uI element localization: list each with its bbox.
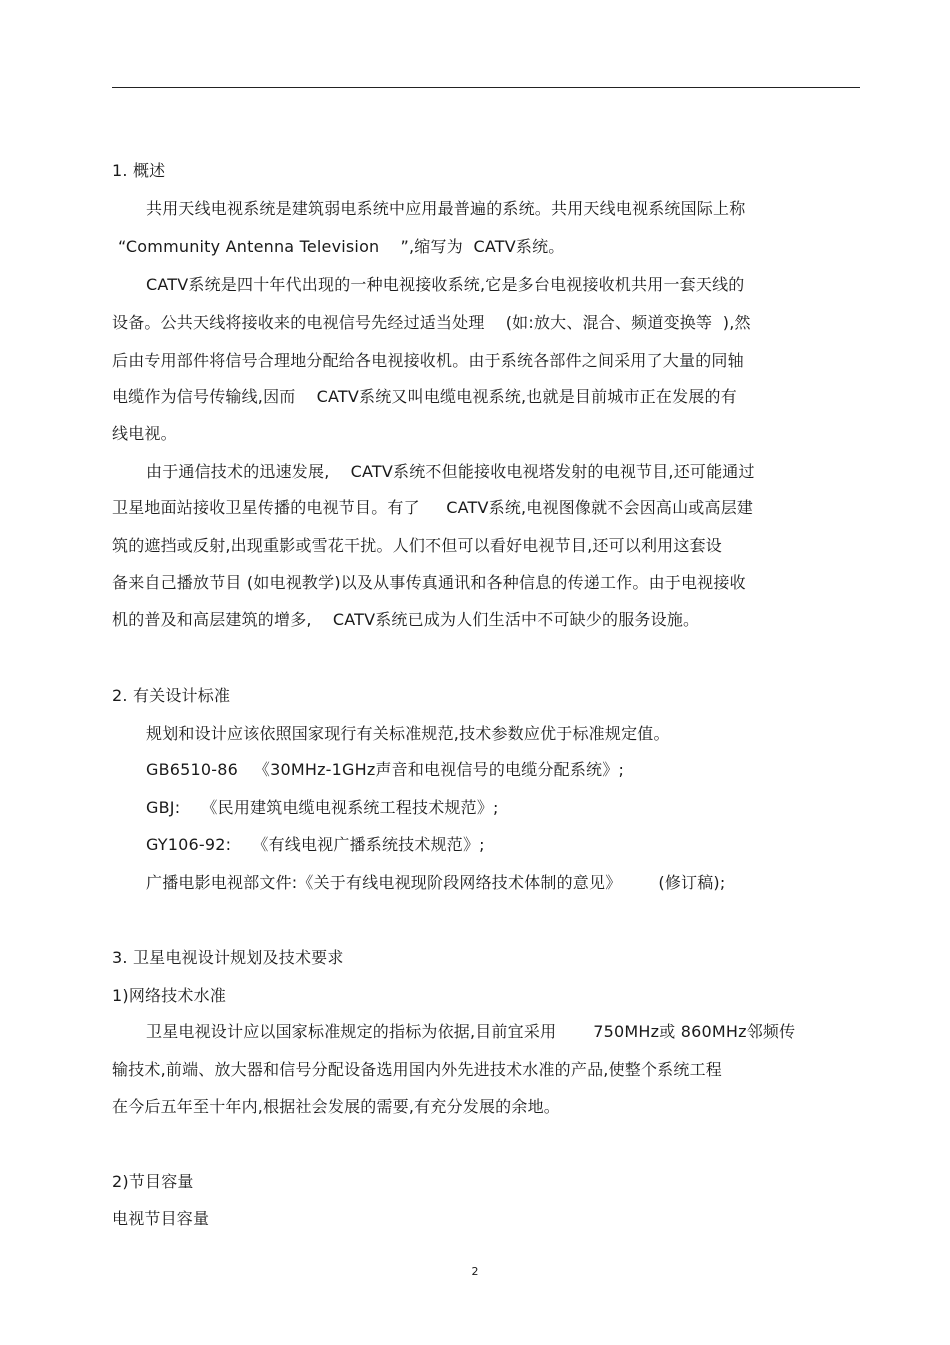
standard-item: 广播电影电视部文件:《关于有线电视现阶段网络技术体制的意见》 (修订稿); [146,873,726,892]
paragraph-line: 由于通信技术的迅速发展, CATV系统不但能接收电视塔发射的电视节目,还可能通过 [146,462,755,481]
paragraph-line: 电缆作为信号传输线,因而 CATV系统又叫电缆电视系统,也就是目前城市正在发展的有 [112,387,737,406]
standard-item: GBJ: 《民用建筑电缆电视系统工程技术规范》; [146,798,499,817]
paragraph-line: 后由专用部件将信号合理地分配给各电视接收机。由于系统各部件之间采用了大量的同轴 [112,351,744,370]
paragraph-line: 线电视。 [112,424,177,443]
paragraph-line: 电视节目容量 [112,1209,210,1228]
page-number: 2 [471,1265,479,1278]
paragraph-line: 共用天线电视系统是建筑弱电系统中应用最普遍的系统。共用天线电视系统国际上称 [146,199,746,218]
paragraph-line: 机的普及和高层建筑的增多, CATV系统已成为人们生活中不可缺少的服务设施。 [112,610,700,629]
paragraph-line: 备来自己播放节目 (如电视教学)以及从事传真通讯和各种信息的传递工作。由于电视接收 [112,573,746,592]
section-heading-standards: 2. 有关设计标准 [112,686,231,705]
paragraph-line: 卫星电视设计应以国家标准规定的指标为依据,目前宜采用 750MHz或 860MHz邻频传 [146,1022,796,1041]
section-heading-satellite: 3. 卫星电视设计规划及技术要求 [112,948,344,967]
standard-item: GB6510-86 《30MHz-1GHz声音和电视信号的电缆分配系统》; [146,760,625,779]
paragraph-line: “Community Antenna Television ”,缩写为 CATV系统。 [118,237,565,256]
subsection-heading: 2)节目容量 [112,1172,194,1191]
standard-item: GY106-92: 《有线电视广播系统技术规范》; [146,835,485,854]
subsection-heading: 1)网络技术水准 [112,986,227,1005]
paragraph-line: 筑的遮挡或反射,出现重影或雪花干扰。人们不但可以看好电视节目,还可以利用这套设 [112,536,722,555]
paragraph-line: 设备。公共天线将接收来的电视信号先经过适当处理 (如:放大、混合、频道变换等 ),然 [112,313,751,332]
paragraph-line: 规划和设计应该依照国家现行有关标准规范,技术参数应优于标准规定值。 [146,724,670,743]
paragraph-line: 在今后五年至十年内,根据社会发展的需要,有充分发展的余地。 [112,1097,560,1116]
paragraph-line: CATV系统是四十年代出现的一种电视接收系统,它是多台电视接收机共用一套天线的 [146,275,745,294]
paragraph-line: 卫星地面站接收卫星传播的电视节目。有了 CATV系统,电视图像就不会因高山或高层建 [112,498,754,517]
section-heading-overview: 1. 概述 [112,161,166,180]
header-rule [112,87,860,88]
paragraph-line: 输技术,前端、放大器和信号分配设备选用国内外先进技术水准的产品,使整个系统工程 [112,1060,722,1079]
